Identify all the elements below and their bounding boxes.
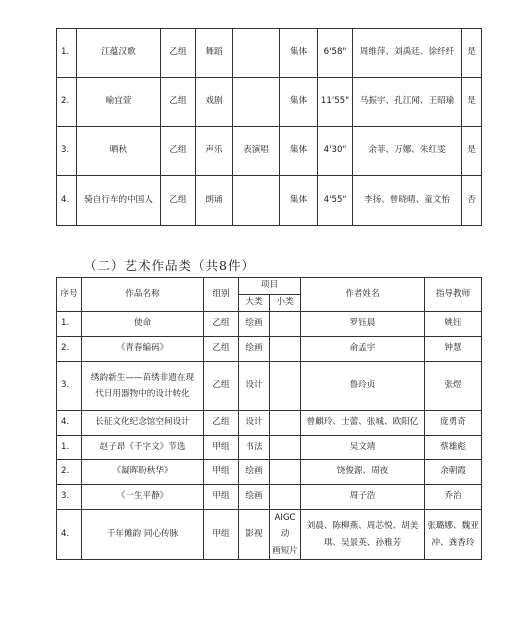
cell-authors (301, 485, 425, 510)
cell-teacher-line: 姚钰 (444, 318, 462, 329)
cell-teacher-line: 乔治 (444, 491, 462, 502)
table-row (57, 510, 482, 560)
cell-major: 绘画 (239, 485, 270, 510)
cell-performers: 周维萍、刘禹廷、徐纤纤 (353, 29, 462, 78)
header-row (57, 278, 482, 295)
table-row (57, 362, 482, 411)
header-group: 组别 (204, 278, 239, 312)
cell-form: 集体 (280, 127, 318, 176)
cell-no: 2. (57, 460, 82, 485)
cell-name (82, 436, 204, 460)
cell-category: 朗诵 (196, 176, 233, 226)
cell-teacher-line: 张煜 (444, 380, 462, 391)
cell-name: 晒秋 (77, 127, 161, 176)
cell-teacher (425, 436, 482, 460)
cell-group: 甲组 (204, 485, 239, 510)
cell-major: 绘画 (239, 312, 270, 337)
cell-name (82, 510, 204, 560)
cell-teacher-line: 张璐娜、魏亚 (427, 521, 479, 532)
cell-major: 书法 (239, 436, 270, 460)
cell-authors-line: 刘晨、陈柳燕、周芯悦、胡美 (306, 521, 419, 532)
cell-name (82, 485, 204, 510)
cell-authors-line: 俞孟宇 (349, 343, 376, 354)
cell-name (82, 411, 204, 436)
cell-duration: 11'55" (318, 78, 353, 127)
cell-major: 绘画 (239, 337, 270, 362)
cell-form: 集体 (280, 78, 318, 127)
cell-teacher (425, 411, 482, 436)
cell-name-line: 使命 (133, 318, 152, 329)
cell-name-line: 绣韵新生——苗绣非遗在现 (90, 372, 195, 383)
cell-no: 3. (57, 127, 77, 176)
cell-name (82, 312, 204, 337)
cell-teacher-line: 钟慧 (444, 343, 462, 354)
cell-authors (301, 510, 425, 560)
cell-group: 甲组 (204, 510, 239, 560)
cell-teacher-line: 冲、龚香玲 (431, 537, 475, 548)
cell-authors-line: 吴文靖 (349, 441, 376, 452)
cell-authors (301, 411, 425, 436)
cell-minor (270, 485, 301, 510)
table-row (57, 436, 482, 460)
cell-teacher (425, 337, 482, 362)
cell-no: 4. (57, 411, 82, 436)
cell-authors (301, 436, 425, 460)
cell-name-line: 代日用器物中的设计转化 (95, 389, 190, 399)
cell-authors-line: 周子浩 (349, 491, 376, 502)
cell-category: 舞蹈 (196, 29, 233, 78)
cell-duration: 6'58" (318, 29, 353, 78)
cell-flag: 是 (462, 29, 482, 78)
cell-teacher (425, 485, 482, 510)
cell-minor (270, 460, 301, 485)
cell-name: 喻宜萱 (77, 78, 161, 127)
table-row (57, 29, 482, 78)
header-major: 大类 (239, 295, 270, 312)
cell-performers: 马振宇、孔江闻、王昭瑜 (353, 78, 462, 127)
cell-name-line: 千年傩韵 同心传脉 (106, 528, 179, 539)
cell-flag: 是 (462, 78, 482, 127)
cell-subcategory (233, 176, 280, 226)
cell-no: 1. (57, 436, 82, 460)
cell-authors (301, 362, 425, 411)
table-row (57, 78, 482, 127)
cell-group: 乙组 (204, 312, 239, 337)
cell-minor-line: AIGC 动 (274, 513, 296, 540)
cell-performers: 余菲、万娜、朱红雯 (353, 127, 462, 176)
cell-name (82, 460, 204, 485)
cell-authors-line: 曾麒玲、士蕾、张城、欧阳亿 (306, 417, 419, 428)
cell-form: 集体 (280, 176, 318, 226)
header-teacher: 指导教师 (425, 278, 482, 312)
cell-authors-line: 琪、吴景英、孙雅芳 (323, 537, 402, 548)
header-minor: 小类 (270, 295, 301, 312)
cell-teacher (425, 460, 482, 485)
cell-authors (301, 337, 425, 362)
header-project: 项目 (239, 278, 301, 295)
cell-teacher (425, 510, 482, 560)
cell-form: 集体 (280, 29, 318, 78)
cell-subcategory (233, 78, 280, 127)
cell-group: 甲组 (204, 460, 239, 485)
cell-group: 甲组 (204, 436, 239, 460)
cell-minor-line: 画短片 (272, 545, 298, 556)
cell-flag: 是 (462, 127, 482, 176)
cell-no: 2. (57, 78, 77, 127)
table-row (57, 411, 482, 436)
performance-table (56, 28, 482, 226)
cell-major: 影视 (239, 510, 270, 560)
cell-no: 1. (57, 312, 82, 337)
cell-group: 乙组 (161, 78, 196, 127)
cell-group: 乙组 (204, 362, 239, 411)
cell-group: 乙组 (161, 176, 196, 226)
cell-authors-line: 鲁玲贞 (349, 380, 376, 391)
cell-minor (270, 436, 301, 460)
cell-name (82, 337, 204, 362)
cell-teacher (425, 362, 482, 411)
cell-teacher (425, 312, 482, 337)
cell-teacher-line: 蔡雄彪 (440, 441, 466, 452)
cell-category: 戏剧 (196, 78, 233, 127)
cell-performers: 李扬、曾晓晴、童文怡 (353, 176, 462, 226)
table-row (57, 460, 482, 485)
cell-minor (270, 337, 301, 362)
header-authors: 作者姓名 (301, 278, 425, 312)
cell-minor (270, 312, 301, 337)
section-title: （二）艺术作品类（共8件） (84, 258, 255, 273)
cell-no: 4. (57, 510, 82, 560)
header-no: 序号 (57, 278, 82, 312)
cell-name-line: 长征文化纪念馆空间设计 (95, 417, 190, 428)
table-row (57, 337, 482, 362)
cell-no: 2. (57, 337, 82, 362)
cell-subcategory: 表演唱 (233, 127, 280, 176)
cell-no: 4. (57, 176, 77, 226)
cell-group: 乙组 (161, 127, 196, 176)
cell-group: 乙组 (204, 337, 239, 362)
cell-major: 设计 (239, 362, 270, 411)
cell-minor (270, 411, 301, 436)
table-row (57, 485, 482, 510)
cell-group: 乙组 (161, 29, 196, 78)
cell-major: 绘画 (239, 460, 270, 485)
artwork-table (56, 277, 482, 560)
cell-group: 乙组 (204, 411, 239, 436)
cell-name-line: 赵子昂《千字文》节选 (99, 441, 186, 452)
cell-teacher-line: 余朝霞 (440, 466, 466, 477)
cell-minor (270, 510, 301, 560)
cell-category: 声乐 (196, 127, 233, 176)
cell-name-line: 《青春编码》 (116, 343, 169, 354)
cell-duration: 4'30" (318, 127, 353, 176)
cell-authors-line: 罗钰晨 (349, 318, 376, 329)
cell-authors (301, 312, 425, 337)
cell-name-line: 《一生平静》 (116, 491, 169, 502)
cell-name: 骑自行车的中国人 (77, 176, 161, 226)
cell-name: 江蕴汉歌 (77, 29, 161, 78)
cell-authors-line: 饶俊源、周夜 (336, 466, 389, 477)
header-name: 作品名称 (82, 278, 204, 312)
cell-teacher-line: 庞勇奇 (440, 417, 466, 428)
table-row (57, 127, 482, 176)
table-row (57, 312, 482, 337)
cell-subcategory (233, 29, 280, 78)
cell-no: 1. (57, 29, 77, 78)
cell-minor (270, 362, 301, 411)
cell-no: 3. (57, 362, 82, 411)
cell-no: 3. (57, 485, 82, 510)
cell-flag: 否 (462, 176, 482, 226)
cell-duration: 4'55" (318, 176, 353, 226)
cell-major: 设计 (239, 411, 270, 436)
cell-name (82, 362, 204, 411)
cell-name-line: 《凝晖盼秋华》 (112, 466, 173, 477)
cell-authors (301, 460, 425, 485)
table-row (57, 176, 482, 226)
